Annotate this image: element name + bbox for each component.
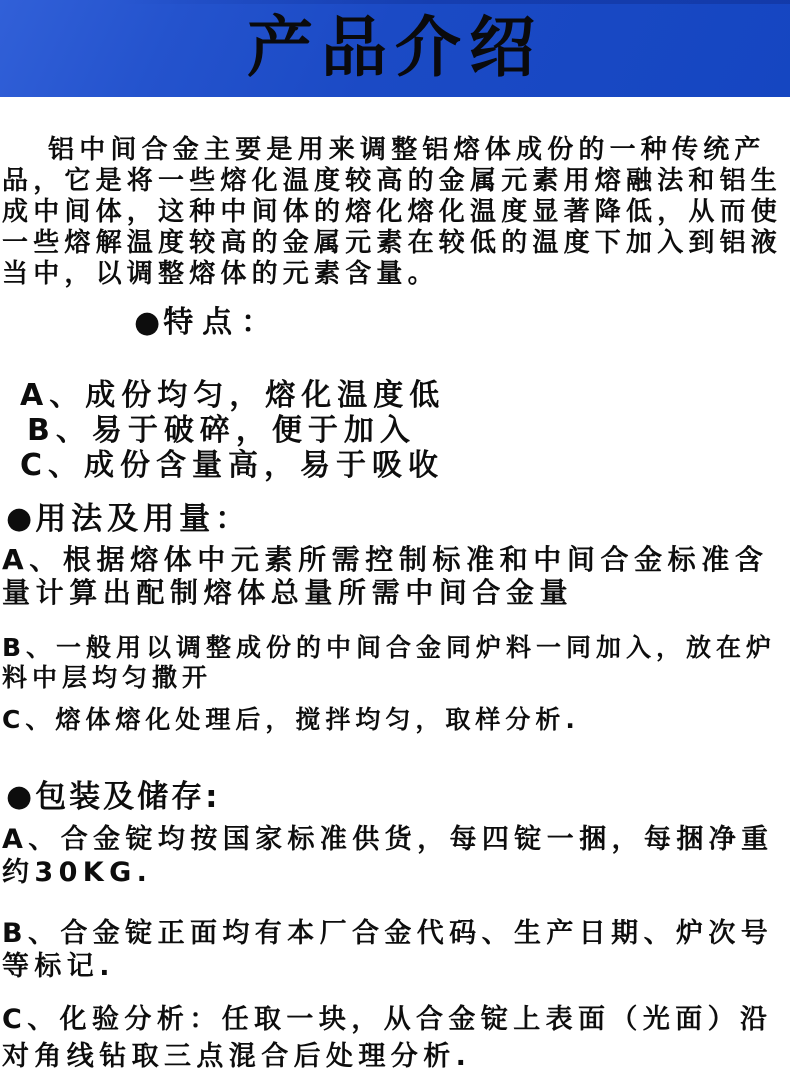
section-packaging: [2, 779, 788, 1075]
page-title: 产品介绍: [247, 7, 543, 86]
packaging-title-label: 包装及储存:: [35, 779, 221, 815]
features-section-title: [134, 305, 788, 340]
intro-paragraph: 铝中间合金主要是用来调整铝熔体成份的一种传统产品，它是将一些熔化温度较高的金属元素用熔融法和铝生成中间体，这种中间体的熔化熔化温度显著降低，从而使一些熔解温度较高的金属元素在较低的温度下加入到铝液当中，以调整熔体的元素含量。: [2, 135, 783, 289]
bullet-icon: ●: [134, 304, 161, 340]
bullet-icon: ●: [6, 501, 33, 536]
features-title-label: 特点：: [163, 305, 281, 340]
feature-item: B、易于破碎，便于加入: [27, 413, 416, 448]
usage-item: C、熔体熔化处理后，搅拌均匀，取样分析.: [2, 705, 580, 734]
feature-item: A、成份均匀，熔化温度低: [20, 378, 446, 413]
usage-title-label: 用法及用量：: [35, 501, 252, 537]
section-usage: [2, 501, 788, 735]
packaging-item: A、合金锭均按国家标准供货，每四锭一捆，每捆净重约30KG.: [2, 824, 774, 888]
features-list: [20, 378, 788, 483]
feature-item: C、成份含量高，易于吸收: [20, 448, 445, 483]
usage-item: A、根据熔体中元素所需控制标准和中间合金标准含量计算出配制熔体总量所需中间合金量: [2, 543, 769, 609]
usage-item: B、一般用以调整成份的中间合金同炉料一同加入，放在炉料中层均匀撒开: [2, 633, 777, 692]
packaging-section-title: [6, 779, 788, 815]
product-description-body: [0, 135, 790, 1075]
packaging-item: C、化验分析：任取一块，从合金锭上表面（光面）沿对角线钻取三点混合后处理分析.: [2, 1004, 773, 1072]
section-features: [2, 305, 788, 483]
header-banner: [0, 0, 790, 97]
packaging-item: B、合金锭正面均有本厂合金代码、生产日期、炉次号等标记.: [2, 918, 774, 982]
usage-section-title: [6, 501, 788, 537]
bullet-icon: ●: [6, 779, 33, 814]
